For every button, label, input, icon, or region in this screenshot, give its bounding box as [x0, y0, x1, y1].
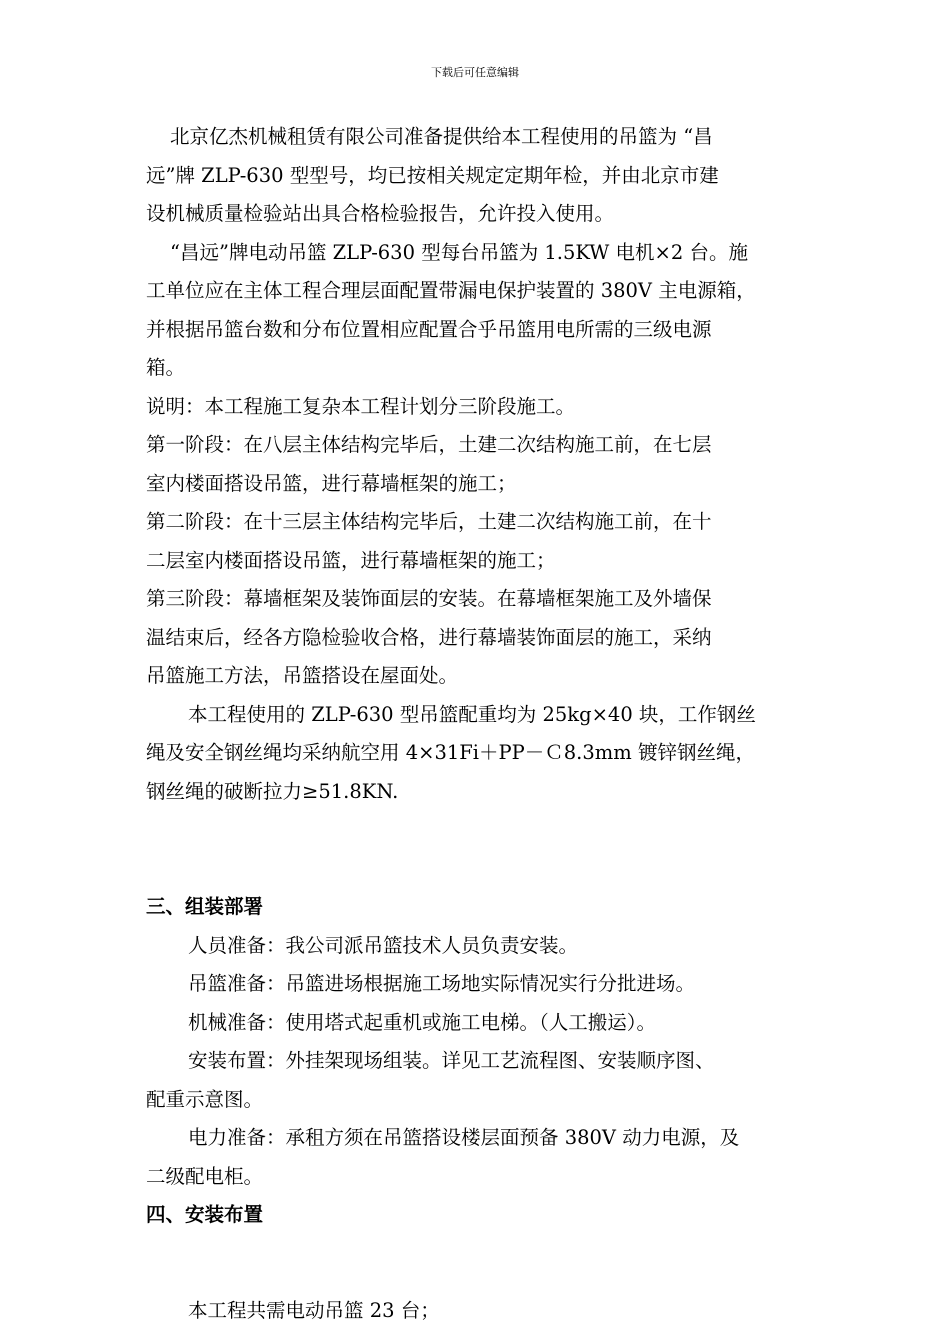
- paragraph-line: 第三阶段：幕墙框架及装饰面层的安装。在幕墙框架施工及外墙保: [146, 587, 712, 610]
- paragraph-line: “昌远”牌电动吊篮 ZLP-630 型每台吊篮为 1.5KW 电机×2 台。施: [170, 240, 748, 264]
- paragraph-line: 设机械质量检验站出具合格检验报告，允许投入使用。: [146, 202, 615, 225]
- blank-line: [146, 1254, 826, 1272]
- paragraph-line: 本工程使用的 ZLP-630 型吊篮配重均为 25kg×40 块，工作钢丝: [188, 702, 756, 726]
- paragraph-line: 工单位应在主体工程合理层面配置带漏电保护装置的 380V 主电源箱，: [146, 279, 756, 302]
- paragraph-line: 二层室内楼面搭设吊篮，进行幕墙框架的施工；: [146, 548, 556, 572]
- paragraph-line: 并根据吊篮台数和分布位置相应配置合乎吊篮用电所需的三级电源: [146, 317, 712, 341]
- paragraph-line: 人员准备：我公司派吊篮技术人员负责安装。: [188, 933, 579, 957]
- page-header: 下载后可任意编辑: [431, 66, 519, 79]
- paragraph-line: 钢丝绳的破断拉力≥51.8KN.: [146, 779, 399, 803]
- section-heading: 三、组装部署: [146, 895, 264, 918]
- paragraph-line: 温结束后，经各方隐检验收合格，进行幕墙装饰面层的施工，采纳: [146, 625, 712, 649]
- paragraph-line: 本工程共需电动吊篮 23 台；: [188, 1298, 440, 1322]
- paragraph-line: 安装布置：外挂架现场组装。详见工艺流程图、安装顺序图、: [188, 1049, 715, 1072]
- paragraph-line: 说明：本工程施工复杂本工程计划分三阶段施工。: [146, 394, 576, 418]
- paragraph-line: 第二阶段：在十三层主体结构完毕后，土建二次结构施工前，在十: [146, 510, 712, 533]
- paragraph-line: 第一阶段：在八层主体结构完毕后，土建二次结构施工前，在七层: [146, 433, 712, 456]
- document-body: [146, 118, 826, 1330]
- paragraph-line: 机械准备：使用塔式起重机或施工电梯。（人工搬运）。: [188, 1010, 657, 1034]
- paragraph-line: 吊篮施工方法，吊篮搭设在屋面处。: [146, 664, 459, 687]
- paragraph-line: 二级配电柜。: [146, 1164, 264, 1188]
- section-heading: 四、安装布置: [146, 1203, 264, 1226]
- paragraph-line: 室内楼面搭设吊篮，进行幕墙框架的施工；: [146, 471, 517, 495]
- blank-line: [146, 831, 826, 869]
- paragraph-line: 箱。: [146, 356, 186, 379]
- paragraph-line: 北京亿杰机械租赁有限公司准备提供给本工程使用的吊篮为 “昌: [170, 125, 713, 148]
- paragraph-line: 远”牌 ZLP-630 型型号，均已按相关规定定期年检，并由北京市建: [146, 163, 719, 187]
- paragraph-line: 电力准备：承租方须在吊篮搭设楼层面预备 380V 动力电源，及: [188, 1126, 740, 1149]
- paragraph-line: 吊篮准备：吊篮进场根据施工场地实际情况实行分批进场。: [188, 972, 696, 995]
- paragraph-line: 配重示意图。: [146, 1087, 264, 1111]
- paragraph-line: 绳及安全钢丝绳均采纳航空用 4×31Fi＋PP－Ｃ8.3mm 镀锌钢丝绳，: [146, 741, 755, 764]
